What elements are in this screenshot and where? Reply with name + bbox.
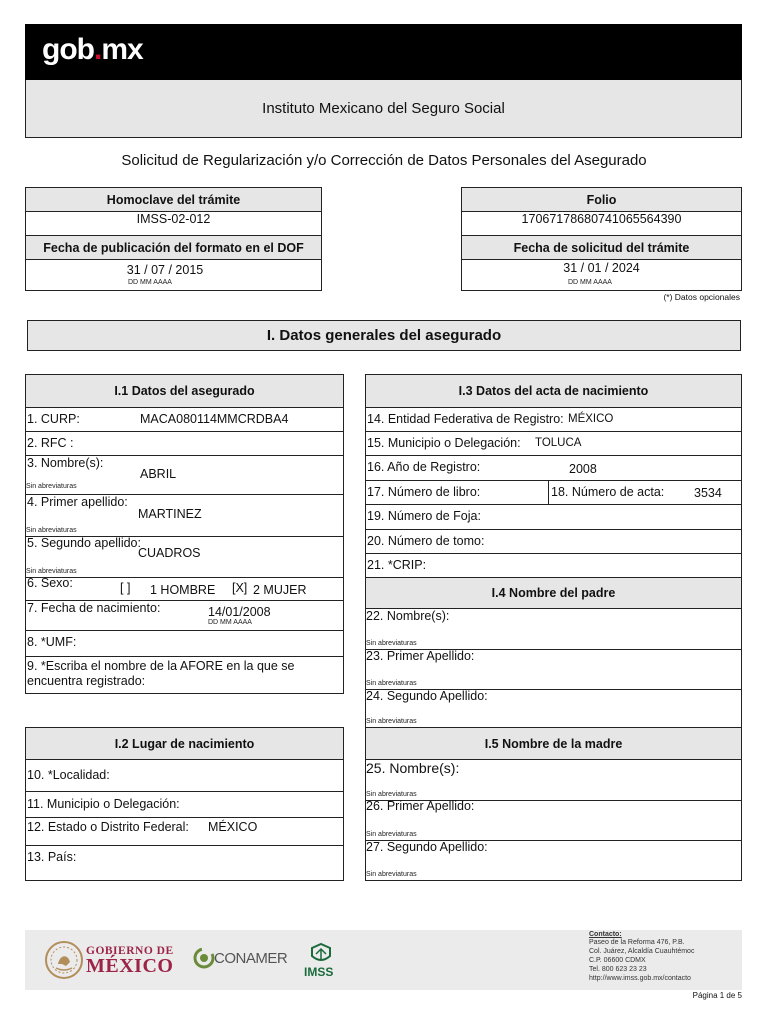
madre-title: I.5 Nombre de la madre bbox=[366, 728, 741, 759]
mexico-text: MÉXICO bbox=[86, 955, 174, 977]
primer-apellido-sin-abreviaturas: Sin abreviaturas bbox=[26, 527, 77, 534]
lugar-nacimiento-title: I.2 Lugar de nacimiento bbox=[26, 728, 343, 759]
fecha-nacimiento-hint: DD MM AAAA bbox=[208, 619, 252, 626]
acta-title: I.3 Datos del acta de nacimiento bbox=[366, 375, 741, 407]
folio-value: 1706717868074106556439​0 bbox=[521, 212, 682, 226]
datos-opcionales-note: (*) Datos opcionales bbox=[663, 292, 740, 302]
padre-title: I.4 Nombre del padre bbox=[366, 578, 741, 608]
madre-segundo-apellido-sin-abreviaturas: Sin abreviaturas bbox=[366, 871, 417, 878]
padre-primer-apellido-sin-abreviaturas: Sin abreviaturas bbox=[366, 680, 417, 687]
folio-label: Folio bbox=[462, 188, 741, 211]
madre-primer-apellido-label: 26. Primer Apellido: bbox=[366, 799, 475, 813]
conamer-text: CONAMER bbox=[214, 950, 288, 967]
rfc-label: 2. RFC : bbox=[27, 436, 74, 450]
municipio-nacimiento-label: 11. Municipio o Delegación: bbox=[27, 797, 180, 811]
madre-segundo-apellido-label: 27. Segundo Apellido: bbox=[366, 840, 488, 854]
conamer-logo-icon bbox=[193, 947, 215, 969]
imss-logo-icon bbox=[306, 942, 336, 966]
contact-postal: C.P. 06600 CDMX bbox=[589, 957, 646, 964]
padre-segundo-apellido-label: 24. Segundo Apellido: bbox=[366, 689, 488, 703]
sexo-label: 6. Sexo: bbox=[27, 576, 73, 590]
sexo-hombre-label: 1 HOMBRE bbox=[150, 583, 216, 597]
gobierno-de-text: GOBIERNO DE bbox=[86, 945, 174, 957]
afore-label-line2: encuentra registrado: bbox=[27, 674, 146, 688]
numero-acta-label: 18. Número de acta: bbox=[551, 485, 665, 499]
estado-label: 12. Estado o Distrito Federal: bbox=[27, 820, 189, 834]
fecha-publicacion-hint: DD MM AAAA bbox=[128, 279, 172, 286]
fecha-publicacion-value: 31 / 07 / 2015 bbox=[126, 263, 204, 277]
numero-acta-value: 3534 bbox=[694, 486, 722, 500]
municipio-registro-value: TOLUCA bbox=[535, 437, 582, 449]
fecha-nacimiento-value: 14/01/2008 bbox=[208, 605, 271, 619]
fecha-nacimiento-label: 7. Fecha de nacimiento: bbox=[27, 601, 161, 615]
sexo-mujer-checkbox[interactable]: [X] bbox=[232, 581, 248, 595]
nombre-label: 3. Nombre(s): bbox=[27, 456, 104, 470]
page-number: Página 1 de 5 bbox=[692, 991, 742, 1000]
padre-segundo-apellido-sin-abreviaturas: Sin abreviaturas bbox=[366, 718, 417, 725]
fecha-solicitud-value: 31 / 01 / 2024 bbox=[563, 261, 640, 275]
umf-label: 8. *UMF: bbox=[27, 635, 77, 649]
primer-apellido-label: 4. Primer apellido: bbox=[27, 495, 128, 509]
padre-nombre-sin-abreviaturas: Sin abreviaturas bbox=[366, 640, 417, 647]
gobmx-logo: gob.mx bbox=[42, 33, 143, 66]
estado-value: MÉXICO bbox=[208, 820, 258, 834]
sexo-mujer-label: 2 MUJER bbox=[253, 583, 307, 597]
fecha-publicacion-label: Fecha de publicación del formato en el DOF bbox=[26, 236, 321, 259]
segundo-apellido-sin-abreviaturas: Sin abreviaturas bbox=[26, 568, 77, 575]
homoclave-label: Homoclave del trámite bbox=[26, 188, 321, 211]
nombre-sin-abreviaturas: Sin abreviaturas bbox=[26, 483, 77, 490]
municipio-registro-label: 15. Municipio o Delegación: bbox=[367, 436, 521, 450]
segundo-apellido-label: 5. Segundo apellido: bbox=[27, 536, 141, 550]
sexo-hombre-checkbox[interactable]: [ ] bbox=[120, 581, 131, 595]
numero-tomo-label: 20. Número de tomo: bbox=[367, 534, 485, 548]
contact-url[interactable]: http://www.imss.gob.mx/contacto bbox=[589, 975, 691, 982]
numero-foja-label: 19. Número de Foja: bbox=[367, 509, 481, 523]
homoclave-value: IMSS-02-012 bbox=[136, 212, 211, 226]
curp-value: MACA080114MMCRDBA4 bbox=[140, 412, 289, 426]
curp-label: 1. CURP: bbox=[27, 412, 80, 426]
contacto-label: Contacto: bbox=[589, 931, 622, 938]
madre-primer-apellido-sin-abreviaturas: Sin abreviaturas bbox=[366, 831, 417, 838]
numero-libro-label: 17. Número de libro: bbox=[367, 485, 481, 499]
crip-label: 21. *CRIP: bbox=[367, 558, 427, 572]
padre-primer-apellido-label: 23. Primer Apellido: bbox=[366, 649, 475, 663]
fecha-solicitud-hint: DD MM AAAA bbox=[568, 279, 612, 286]
localidad-label: 10. *Localidad: bbox=[27, 768, 110, 782]
contact-address-2: Col. Juárez, Alcaldía Cuauhtémoc bbox=[589, 948, 695, 955]
contact-address-1: Paseo de la Reforma 476, P.B. bbox=[589, 939, 685, 946]
segundo-apellido-value: CUADROS bbox=[138, 546, 201, 560]
document-title: Solicitud de Regularización y/o Corrección de Datos Personales del Asegurado bbox=[121, 152, 647, 169]
nombre-value: ABRIL bbox=[140, 467, 177, 481]
padre-nombre-label: 22. Nombre(s): bbox=[366, 609, 450, 623]
madre-nombre-sin-abreviaturas: Sin abreviaturas bbox=[366, 791, 417, 798]
madre-nombre-label: 25. Nombre(s): bbox=[366, 760, 460, 776]
contact-phone: Tel. 800 623 23 23 bbox=[589, 966, 647, 973]
asegurado-title: I.1 Datos del asegurado bbox=[26, 375, 343, 407]
afore-label-line1: 9. *Escriba el nombre de la AFORE en la que se bbox=[27, 659, 295, 673]
section-title: I. Datos generales del asegurado bbox=[27, 320, 741, 351]
entidad-registro-label: 14. Entidad Federativa de Registro: bbox=[367, 412, 564, 426]
institute-name: Instituto Mexicano del Seguro Social bbox=[25, 80, 742, 138]
primer-apellido-value: MARTINEZ bbox=[138, 507, 202, 521]
fecha-solicitud-label: Fecha de solicitud del trámite bbox=[462, 236, 741, 259]
imss-text: IMSS bbox=[304, 965, 334, 979]
pais-label: 13. País: bbox=[27, 850, 77, 864]
entidad-registro-value: MÉXICO bbox=[568, 413, 614, 425]
anio-registro-label: 16. Año de Registro: bbox=[367, 460, 481, 474]
escudo-nacional-icon bbox=[44, 940, 84, 980]
anio-registro-value: 2008 bbox=[569, 462, 597, 476]
